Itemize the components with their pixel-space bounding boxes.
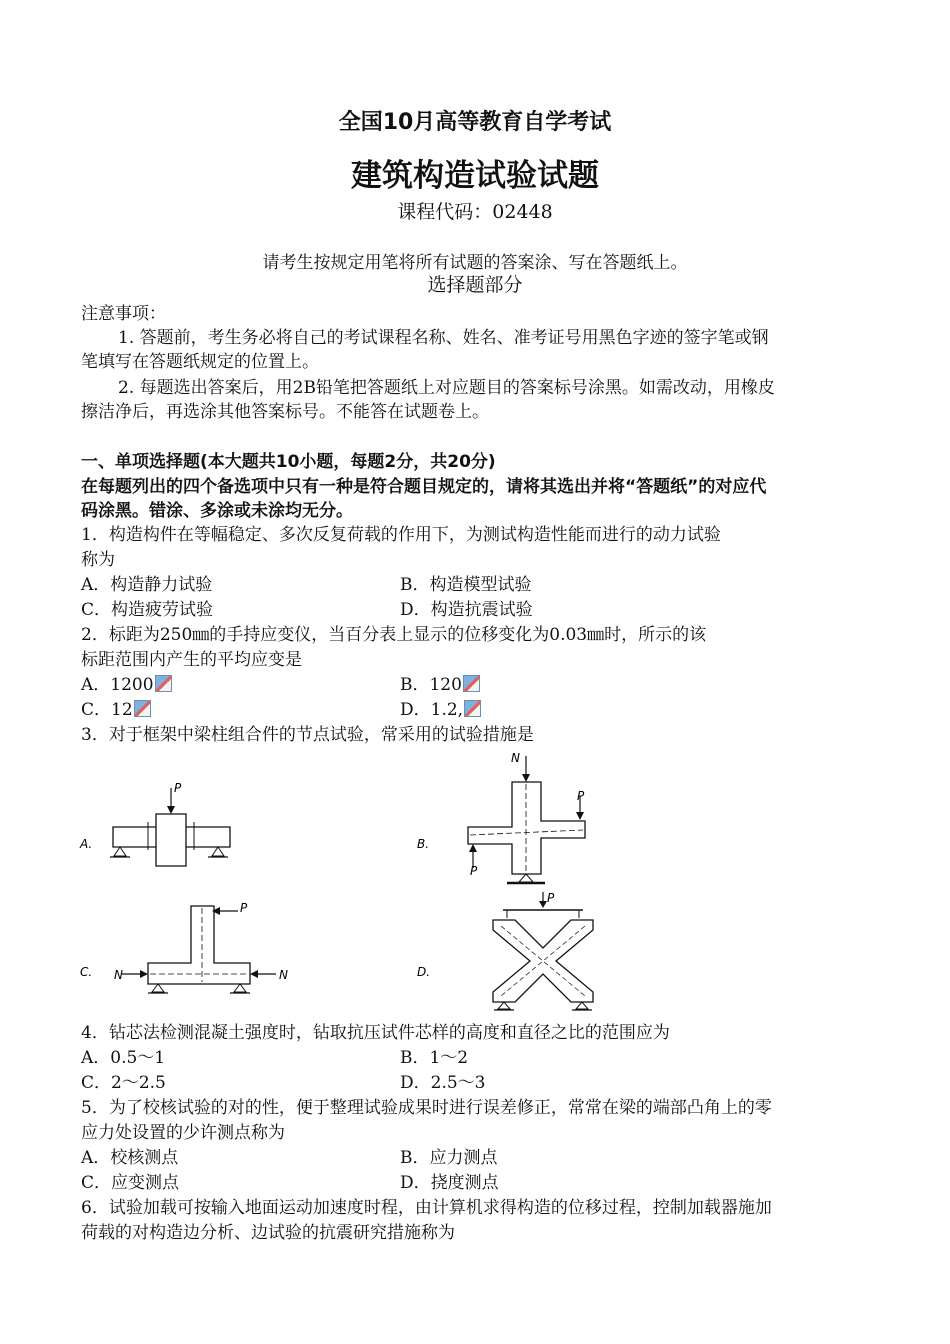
t-joint-outline [148,906,250,984]
part-title: 选择题部分 [427,274,523,296]
support-right [576,1002,588,1009]
load-label-n: N [511,751,520,765]
q5-stem-1: 5．为了校核试验的对的性，便于整理试验成果时进行误差修正，常常在梁的端部凸角上的零 [81,1098,772,1118]
q3-figure-a [78,770,248,880]
section-title: 一、单项选择题(本大题共10小题，每题2分，共20分) [81,452,496,472]
q6-stem-2: 荷载的对构造边分析、边试验的抗震研究措施称为 [81,1223,455,1243]
x-specimen-outline [493,920,593,1002]
centerline [470,830,583,835]
q5-option-d: D．挠度测点 [400,1173,499,1193]
note-1-line-2: 笔填写在答题纸规定的位置上。 [81,352,319,372]
q1-option-d: D．构造抗震试验 [400,600,533,620]
arrow-head [469,844,477,852]
q2-option-c [81,699,151,721]
figure-d-label: D. [417,965,431,979]
q5-option-b: B．应力测点 [400,1148,498,1168]
q1-stem-1: 1．构造构件在等幅稳定、多次反复荷载的作用下，为测试构造性能而进行的动力试验 [81,525,721,545]
arrow-head [140,970,148,978]
support [519,874,533,882]
broken-image-icon [463,675,480,692]
q2-option-a-text: A．1200 [81,675,154,695]
q4-option-d: D．2.5～3 [400,1073,486,1093]
q2-option-b-text: B．120 [400,675,462,695]
course-code: 课程代码：02448 [397,201,553,223]
arrow-head [212,907,220,915]
q3-figure-d [415,890,615,1015]
q2-option-b [400,674,480,696]
notes-label: 注意事项： [81,304,166,324]
answer-instruction: 请考生按规定用笔将所有试题的答案涂、写在答题纸上。 [262,253,688,273]
q3-stem: 3．对于框架中梁柱组合件的节点试验，常采用的试验措施是 [81,725,534,745]
arrow-head [522,774,530,782]
arrow-head [539,901,547,908]
q2-option-d [400,699,481,721]
q4-option-b: B．1～2 [400,1048,469,1068]
note-1-line-1: 1. 答题前，考生务必将自己的考试课程名称、姓名、准考证号用黑色字迹的签字笔或钢 [118,328,769,348]
load-label-n: N [279,968,288,982]
arrow-head [167,806,175,814]
broken-image-icon [464,700,481,717]
load-label-p: P [547,891,555,905]
q2-option-a [81,674,172,696]
q1-option-c: C．构造疲劳试验 [81,600,214,620]
load-label-p: P [240,901,248,915]
support-left [152,984,164,992]
q2-option-c-text: C．12 [81,700,133,720]
q4-stem: 4．钻芯法检测混凝土强度时，钻取抗压试件芯样的高度和直径之比的范围应为 [81,1023,670,1043]
q2-stem-2: 标距范围内产生的平均应变是 [81,650,302,670]
section-desc-2: 码涂黑。错涂、多涂或未涂均无分。 [81,501,353,521]
arrow-head [250,970,258,978]
q6-stem-1: 6．试验加载可按输入地面运动加速度时程，由计算机求得构造的位移过程，控制加载器施加 [81,1198,772,1218]
figure-c-label: C. [80,965,93,979]
load-label-n: N [114,968,123,982]
q1-option-b: B．构造模型试验 [400,575,532,595]
q2-stem-1: 2．标距为250㎜的手持应变仪，当百分表上显示的位移变化为0.03㎜时，所示的该 [81,625,707,645]
column-stub [156,814,186,866]
figure-b-label: B. [417,837,430,851]
q4-option-c: C．2～2.5 [81,1073,166,1093]
q3-figure-b [415,748,605,888]
q3-figure-c [78,898,308,1003]
figure-a-label: A. [80,837,93,851]
support-right [212,847,224,856]
support-right [234,984,246,992]
q4-option-a: A．0.5～1 [81,1048,166,1068]
support-left [498,1002,510,1009]
note-2-line-1: 2. 每题选出答案后，用2B铅笔把答题纸上对应题目的答案标号涂黑。如需改动，用橡皮 [118,378,775,398]
load-label-p: P [470,864,478,878]
load-label-p: P [577,789,585,803]
support-left [114,847,126,856]
load-label-p: P [174,781,182,795]
note-2-line-2: 擦洁净后，再选涂其他答案标号。不能答在试题卷上。 [81,402,489,422]
q5-option-c: C．应变测点 [81,1173,180,1193]
section-desc-1: 在每题列出的四个备选项中只有一种是符合题目规定的，请将其选出并将“答题纸”的对应代 [81,477,767,497]
q5-option-a: A．校核测点 [81,1148,179,1168]
page-title: 建筑构造试验试题 [351,158,599,194]
exam-header: 全国10月高等教育自学考试 [338,110,612,135]
broken-image-icon [155,675,172,692]
arrow-head [576,812,584,820]
joint-outline [468,782,585,874]
broken-image-icon [134,700,151,717]
q1-option-a: A．构造静力试验 [81,575,213,595]
q2-option-d-text: D．1.2, [400,700,464,720]
q5-stem-2: 应力处设置的少许测点称为 [81,1123,285,1143]
q1-stem-2: 称为 [81,550,115,570]
